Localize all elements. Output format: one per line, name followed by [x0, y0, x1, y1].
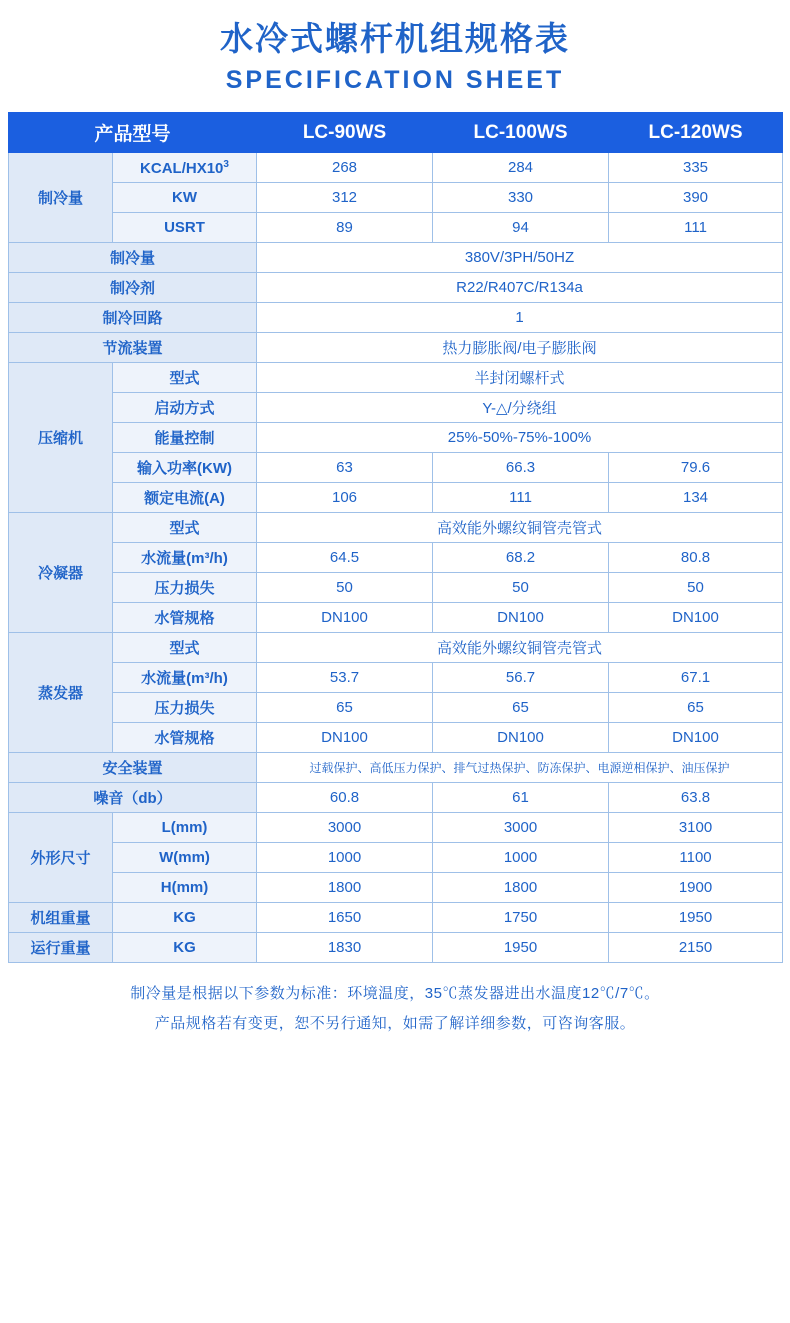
cell-value: 64.5: [257, 543, 433, 573]
cell-value: 60.8: [257, 783, 433, 813]
table-row: [9, 243, 783, 273]
table-row: [9, 723, 783, 753]
cell-value: 330: [433, 183, 609, 213]
row-label-kcal: KCAL/$HX10^3$: [113, 153, 257, 183]
cell-value: 1000: [257, 843, 433, 873]
cell-value: DN100: [433, 723, 609, 753]
cell-value: 1900: [609, 873, 783, 903]
group-label-unit-weight: 机组重量: [9, 903, 113, 933]
table-row: [9, 783, 783, 813]
table-row: [9, 633, 783, 663]
row-label-kg: KG: [113, 903, 257, 933]
cell-value: DN100: [257, 603, 433, 633]
cell-value: 1800: [257, 873, 433, 903]
cell-value: DN100: [609, 723, 783, 753]
cell-value: 1650: [257, 903, 433, 933]
row-label-pressure-loss: 压力损失: [113, 693, 257, 723]
cell-value: 312: [257, 183, 433, 213]
cell-value: 94: [433, 213, 609, 243]
cell-value: 1100: [609, 843, 783, 873]
table-row: [9, 213, 783, 243]
page-title-en: SPECIFICATION SHEET: [225, 66, 565, 94]
row-label-pressure-loss: 压力损失: [113, 573, 257, 603]
cell-value: 284: [433, 153, 609, 183]
table-row: [9, 933, 783, 963]
cell-value-merged: 高效能外螺纹铜管壳管式: [257, 633, 783, 663]
row-label-usrt: USRT: [113, 213, 257, 243]
row-label-rated-current: 额定电流(A): [113, 483, 257, 513]
cell-value: 53.7: [257, 663, 433, 693]
cell-value: 1950: [433, 933, 609, 963]
row-label-kg: KG: [113, 933, 257, 963]
row-label-pipe-spec: 水管规格: [113, 723, 257, 753]
cell-value: 3000: [433, 813, 609, 843]
header-cell-lc90ws: LC-90WS: [257, 113, 433, 153]
cell-value: DN100: [433, 603, 609, 633]
row-label-circuit: 制冷回路: [9, 303, 257, 333]
cell-value: 65: [609, 693, 783, 723]
table-row: [9, 423, 783, 453]
cell-value: 134: [609, 483, 783, 513]
footnote-line-2: 产品规格若有变更，恕不另行通知，如需了解详细参数，可咨询客服。: [154, 1015, 636, 1032]
row-label-start-mode: 启动方式: [113, 393, 257, 423]
group-label-running-weight: 运行重量: [9, 933, 113, 963]
cell-value: 1830: [257, 933, 433, 963]
table-row: [9, 873, 783, 903]
cell-value: 1000: [433, 843, 609, 873]
row-label-kw: KW: [113, 183, 257, 213]
cell-value: 111: [433, 483, 609, 513]
row-label-safety-devices: 安全装置: [9, 753, 257, 783]
cell-value-merged: 1: [257, 303, 783, 333]
row-label-water-flow: 水流量(m³/h): [113, 543, 257, 573]
table-row: [9, 573, 783, 603]
title-block: [8, 0, 782, 98]
cell-value: 111: [609, 213, 783, 243]
row-label-type: 型式: [113, 513, 257, 543]
cell-value: 50: [257, 573, 433, 603]
footnote-line-1: 制冷量是根据以下参数为标准：环境温度，35℃蒸发器进出水温度12℃/7℃。: [130, 985, 660, 1002]
row-label-type: 型式: [113, 633, 257, 663]
table-row: [9, 903, 783, 933]
table-row: [9, 363, 783, 393]
row-label-pipe-spec: 水管规格: [113, 603, 257, 633]
cell-value: DN100: [257, 723, 433, 753]
row-label-refrigerant: 制冷剂: [9, 273, 257, 303]
cell-value-merged: 25%-50%-75%-100%: [257, 423, 783, 453]
cell-value: 63.8: [609, 783, 783, 813]
group-label-cooling-capacity: 制冷量: [9, 153, 113, 243]
cell-value-merged: 热力膨胀阀/电子膨胀阀: [257, 333, 783, 363]
header-cell-lc100ws: LC-100WS: [433, 113, 609, 153]
row-label-water-flow: 水流量(m³/h): [113, 663, 257, 693]
cell-value-merged: 过载保护、高低压力保护、排气过热保护、防冻保护、电源逆相保护、油压保护: [257, 753, 783, 783]
cell-value: 63: [257, 453, 433, 483]
cell-value: 56.7: [433, 663, 609, 693]
cell-value: 1750: [433, 903, 609, 933]
table-row: [9, 183, 783, 213]
cell-value-merged: 380V/3PH/50HZ: [257, 243, 783, 273]
table-row: [9, 843, 783, 873]
table-row: [9, 393, 783, 423]
group-label-dimensions: 外形尺寸: [9, 813, 113, 903]
table-row: [9, 693, 783, 723]
header-cell-lc120ws: LC-120WS: [609, 113, 783, 153]
cell-value: 3000: [257, 813, 433, 843]
cell-value: 80.8: [609, 543, 783, 573]
table-row: [9, 453, 783, 483]
cell-value: 65: [433, 693, 609, 723]
cell-value: 390: [609, 183, 783, 213]
row-label-width: W(mm): [113, 843, 257, 873]
cell-value-merged: 半封闭螺杆式: [257, 363, 783, 393]
cell-value: 61: [433, 783, 609, 813]
cell-value: 1800: [433, 873, 609, 903]
cell-value-merged: 高效能外螺纹铜管壳管式: [257, 513, 783, 543]
row-label-length: L(mm): [113, 813, 257, 843]
page-title-cn: 水冷式螺杆机组规格表: [220, 20, 570, 57]
cell-value: 106: [257, 483, 433, 513]
table-row: [9, 273, 783, 303]
row-label-power-supply: 制冷量: [9, 243, 257, 273]
footnotes: [8, 979, 782, 1039]
cell-value: 335: [609, 153, 783, 183]
cell-value-merged: Y-△/分绕组: [257, 393, 783, 423]
cell-value: 268: [257, 153, 433, 183]
group-label-condenser: 冷凝器: [9, 513, 113, 633]
group-label-evaporator: 蒸发器: [9, 633, 113, 753]
row-label-capacity-control: 能量控制: [113, 423, 257, 453]
row-label-input-power: 输入功率(KW): [113, 453, 257, 483]
cell-value: 2150: [609, 933, 783, 963]
cell-value: 65: [257, 693, 433, 723]
cell-value: 89: [257, 213, 433, 243]
table-row: [9, 483, 783, 513]
cell-value: 68.2: [433, 543, 609, 573]
table-row: [9, 543, 783, 573]
specification-table: [8, 112, 783, 963]
cell-value: 67.1: [609, 663, 783, 693]
cell-value: 66.3: [433, 453, 609, 483]
table-row: [9, 153, 783, 183]
table-row: [9, 333, 783, 363]
table-row: [9, 303, 783, 333]
cell-value: 50: [433, 573, 609, 603]
header-cell-model: 产品型号: [9, 113, 257, 153]
group-label-compressor: 压缩机: [9, 363, 113, 513]
table-row: [9, 513, 783, 543]
table-row: [9, 813, 783, 843]
cell-value: 3100: [609, 813, 783, 843]
table-header-row: [9, 113, 783, 153]
cell-value: 50: [609, 573, 783, 603]
cell-value-merged: R22/R407C/R134a: [257, 273, 783, 303]
row-label-throttle-device: 节流装置: [9, 333, 257, 363]
cell-value: DN100: [609, 603, 783, 633]
table-row: [9, 663, 783, 693]
table-row: [9, 753, 783, 783]
row-label-height: H(mm): [113, 873, 257, 903]
cell-value: 1950: [609, 903, 783, 933]
table-row: [9, 603, 783, 633]
row-label-noise: 噪音（db）: [9, 783, 257, 813]
row-label-type: 型式: [113, 363, 257, 393]
cell-value: 79.6: [609, 453, 783, 483]
